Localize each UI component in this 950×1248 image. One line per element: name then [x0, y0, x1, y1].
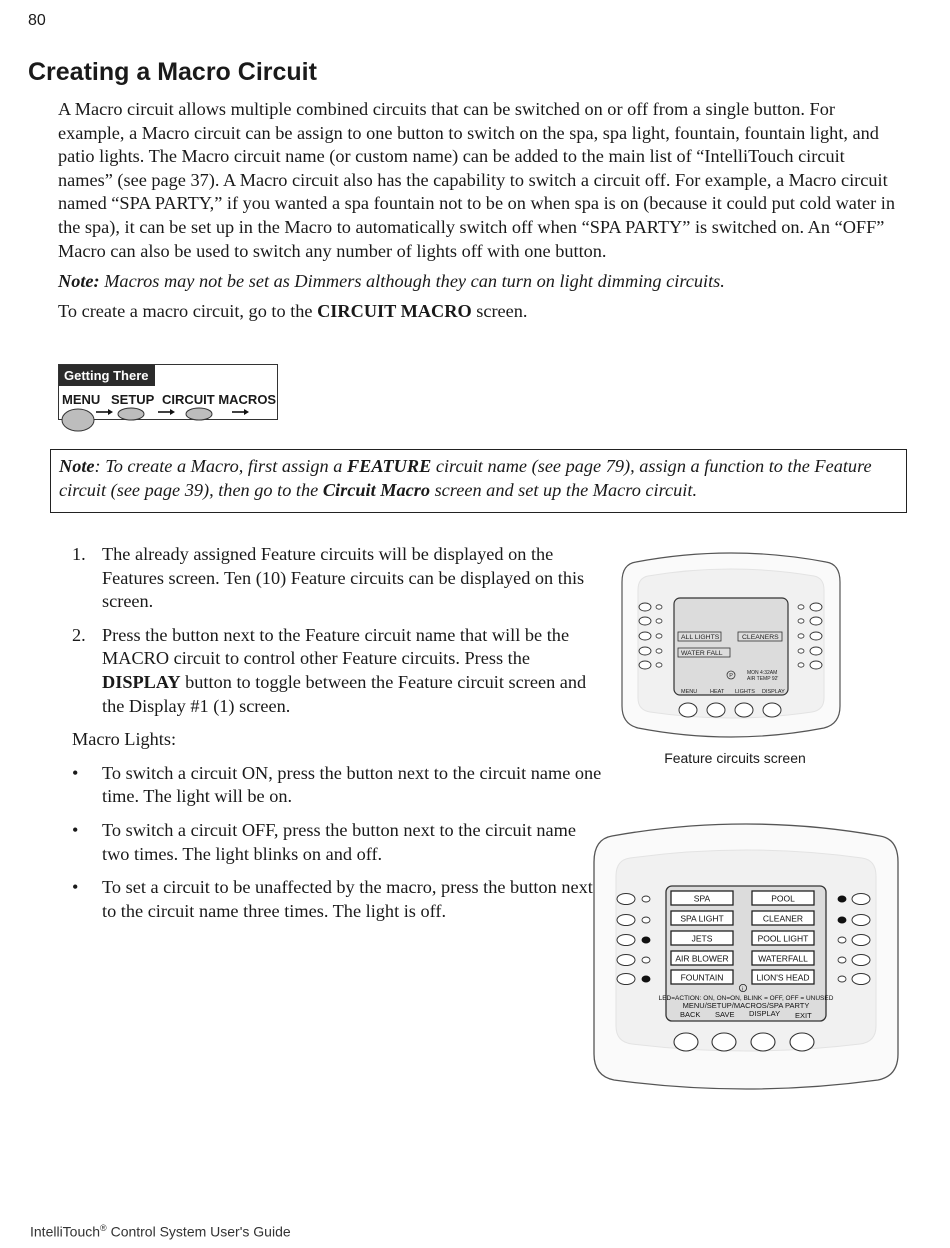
feature-note-t2: circuit name (see page 79), assign a function to the Feature circuit (see page 39), then go to the [59, 456, 872, 500]
led-indicator [798, 605, 804, 609]
macro-button-label: FOUNTAIN [680, 972, 724, 983]
softkey-label-display: DISPLAY [749, 1009, 781, 1018]
macro-note [58, 270, 898, 294]
macro-button-label: SPA LIGHT [680, 913, 724, 924]
softkey-label-menu: MENU [681, 689, 698, 695]
steps-section [72, 543, 602, 933]
step-text-part: Press the button next to the Feature circuit name that will be the MACRO circuit to control other Feature circuits. Press the [102, 624, 570, 669]
softkey-label-lights: LIGHTS [735, 689, 755, 695]
side-button[interactable] [639, 617, 651, 625]
macro-circuit-buttons-left [671, 891, 733, 984]
lcd-air-temp: AIR TEMP 92' [747, 676, 779, 682]
macro-lights-label: Macro Lights: [72, 729, 177, 750]
led-indicator [798, 634, 804, 638]
led-indicator [656, 605, 662, 609]
led-indicator [798, 649, 804, 653]
macro-button-label: AIR BLOWER [675, 953, 729, 964]
macro-button-label: SPA [693, 893, 711, 904]
menu-softkey-button[interactable] [679, 703, 697, 717]
getting-there-graphics [58, 364, 288, 436]
side-button[interactable] [810, 617, 822, 625]
led-indicator [656, 619, 662, 623]
softkey-label-exit: EXIT [795, 1011, 812, 1020]
led-legend: LED=ACTION: ON, ON=ON, BLINK = OFF, OFF = UNUSED [658, 995, 834, 1002]
heat-softkey-button[interactable] [707, 703, 725, 717]
macro-button-label: POOL LIGHT [757, 933, 809, 944]
page-title: Creating a Macro Circuit [28, 58, 317, 86]
led-indicator [642, 896, 650, 902]
back-softkey-button[interactable] [674, 1033, 698, 1051]
side-button[interactable] [852, 974, 870, 985]
side-button[interactable] [852, 894, 870, 905]
intro-section [58, 98, 898, 330]
step-item [72, 624, 602, 718]
macro-note-label: Note: [58, 271, 100, 292]
side-button[interactable] [852, 955, 870, 966]
led-indicator-on [838, 917, 846, 923]
step-text [102, 625, 586, 716]
feature-circuits-device [618, 546, 844, 744]
softkey-label-back: BACK [680, 1010, 701, 1019]
step-text: The already assigned Feature circuits will be displayed on the Features screen. Ten (10) Feature circuits can be displayed on this screen. [102, 544, 585, 612]
bullet-item [72, 819, 602, 866]
arrow-icon [232, 409, 249, 415]
step-number: 1. [72, 544, 86, 564]
led-indicator-on [838, 896, 846, 902]
feature-note-t1: : To create a Macro, first assign a [94, 456, 347, 476]
softkey-label-heat: HEAT [710, 689, 725, 695]
registered-mark: ® [100, 1223, 107, 1233]
feature-note-b2: Circuit Macro [322, 479, 430, 500]
macro-button-label: WATERFALL [758, 953, 808, 964]
display-softkey-button[interactable] [763, 703, 781, 717]
circuit-macro-device [590, 818, 902, 1090]
lcd-label-cleaners: CLEANERS [742, 634, 779, 641]
bullet-item [72, 762, 602, 809]
macro-note-text: Macros may not be set as Dimmers although they can turn on light dimming circuits. [99, 271, 725, 292]
side-button[interactable] [617, 894, 635, 905]
setup-button-icon [118, 408, 144, 420]
side-button[interactable] [810, 632, 822, 640]
lcd-time: MON 4:32AM [747, 670, 778, 676]
side-button[interactable] [852, 915, 870, 926]
arrow-icon [96, 409, 113, 415]
goto-before: To create a macro circuit, go to the [58, 300, 318, 321]
step-text-part: button to toggle between the Feature circuit screen and the Display #1 (1) screen. [102, 671, 587, 716]
bullet-marker: • [72, 819, 79, 840]
macro-circuit-buttons-right [752, 891, 814, 984]
path-menu: MENU [62, 392, 101, 407]
bullet-marker: • [72, 877, 79, 898]
feature-screen-caption: Feature circuits screen [664, 750, 806, 766]
goto-instruction [58, 300, 898, 324]
side-button[interactable] [810, 647, 822, 655]
macro-screen-path: MENU/SETUP/MACROS/SPA PARTY [682, 1001, 810, 1010]
side-button[interactable] [639, 647, 651, 655]
side-button[interactable] [639, 661, 651, 669]
info-icon-letter: i [742, 986, 744, 993]
feature-note-b1: FEATURE [346, 456, 432, 476]
footer-brand: IntelliTouch [30, 1223, 101, 1240]
softkey-label-save: SAVE [715, 1010, 735, 1019]
lcd-label-all-lights: ALL LIGHTS [681, 634, 720, 641]
macro-button-label: CLEANER [762, 913, 804, 924]
exit-softkey-button[interactable] [790, 1033, 814, 1051]
side-button[interactable] [810, 661, 822, 669]
side-button[interactable] [617, 915, 635, 926]
led-indicator [838, 937, 846, 943]
page-number: 80 [28, 12, 46, 29]
bullet-item [72, 876, 602, 923]
circuit-macros-button-icon [186, 408, 212, 420]
led-indicator [838, 976, 846, 982]
led-indicator [838, 957, 846, 963]
bullet-marker: • [72, 762, 79, 783]
macro-button-label: POOL [771, 893, 795, 904]
bullet-text: To set a circuit to be unaffected by the macro, press the button next to the circuit name three times. The light is off. [102, 877, 593, 921]
led-indicator [798, 619, 804, 623]
side-button[interactable] [639, 603, 651, 611]
side-button[interactable] [810, 603, 822, 611]
led-indicator [656, 649, 662, 653]
softkey-label-display: DISPLAY [762, 689, 785, 695]
step-item [72, 543, 602, 614]
goto-after: screen. [471, 300, 528, 321]
macro-button-label: JETS [691, 933, 713, 944]
arrow-icon [158, 409, 175, 415]
save-softkey-button[interactable] [712, 1033, 736, 1051]
led-indicator [642, 957, 650, 963]
side-button[interactable] [617, 935, 635, 946]
path-circuit-macros: CIRCUIT MACROS [162, 392, 277, 407]
side-button[interactable] [852, 935, 870, 946]
led-indicator [642, 917, 650, 923]
footer-title: Control System User's Guide [106, 1223, 291, 1240]
menu-button-icon [62, 409, 94, 431]
side-button[interactable] [617, 974, 635, 985]
side-button[interactable] [617, 955, 635, 966]
display-softkey-button[interactable] [751, 1033, 775, 1051]
led-indicator [656, 663, 662, 667]
path-setup: SETUP [111, 392, 155, 407]
feature-note-t3: screen and set up the Macro circuit. [430, 479, 698, 500]
led-indicator [798, 663, 804, 667]
getting-there-header: Getting There [59, 365, 155, 386]
side-button[interactable] [639, 632, 651, 640]
feature-note-label: Note [59, 456, 95, 476]
step-number: 2. [72, 624, 86, 645]
lights-softkey-button[interactable] [735, 703, 753, 717]
feature-note-box [50, 449, 907, 513]
info-icon-letter: P [729, 673, 733, 680]
led-indicator-on [642, 937, 650, 943]
page-footer [30, 1223, 291, 1240]
intro-paragraph: A Macro circuit allows multiple combined circuits that can be switched on or off from a single button. For example, a Macro circuit can be assign to one button to switch on the spa, spa light, fountain, fountain light, and patio lights. The Macro circuit name (or custom name) can be added to the main list of “IntelliTouch circuit names” (see page 37). A Macro circuit also has the capability to switch a circuit off. For example, a Macro circuit named “SPA PARTY,” if you wanted a spa fountain not to be on when spa is on (because it could put cold water in the spa), it can be set up in the Macro to automatically switch off when “SPA PARTY” is switched on. An “OFF” Macro can also be used to switch any number of lights off with one button. [58, 99, 895, 261]
goto-screen-name: CIRCUIT MACRO [317, 300, 472, 321]
bullet-text: To switch a circuit ON, press the button next to the circuit name one time. The light will be on. [102, 762, 602, 807]
led-indicator-on [642, 976, 650, 982]
bullet-text: To switch a circuit OFF, press the button next to the circuit name two times. The light blinks on and off. [102, 819, 576, 864]
lcd-label-water-fall: WATER FALL [681, 650, 723, 657]
macro-button-label: LION'S HEAD [756, 972, 810, 983]
led-indicator [656, 634, 662, 638]
display-keyword: DISPLAY [102, 671, 181, 692]
